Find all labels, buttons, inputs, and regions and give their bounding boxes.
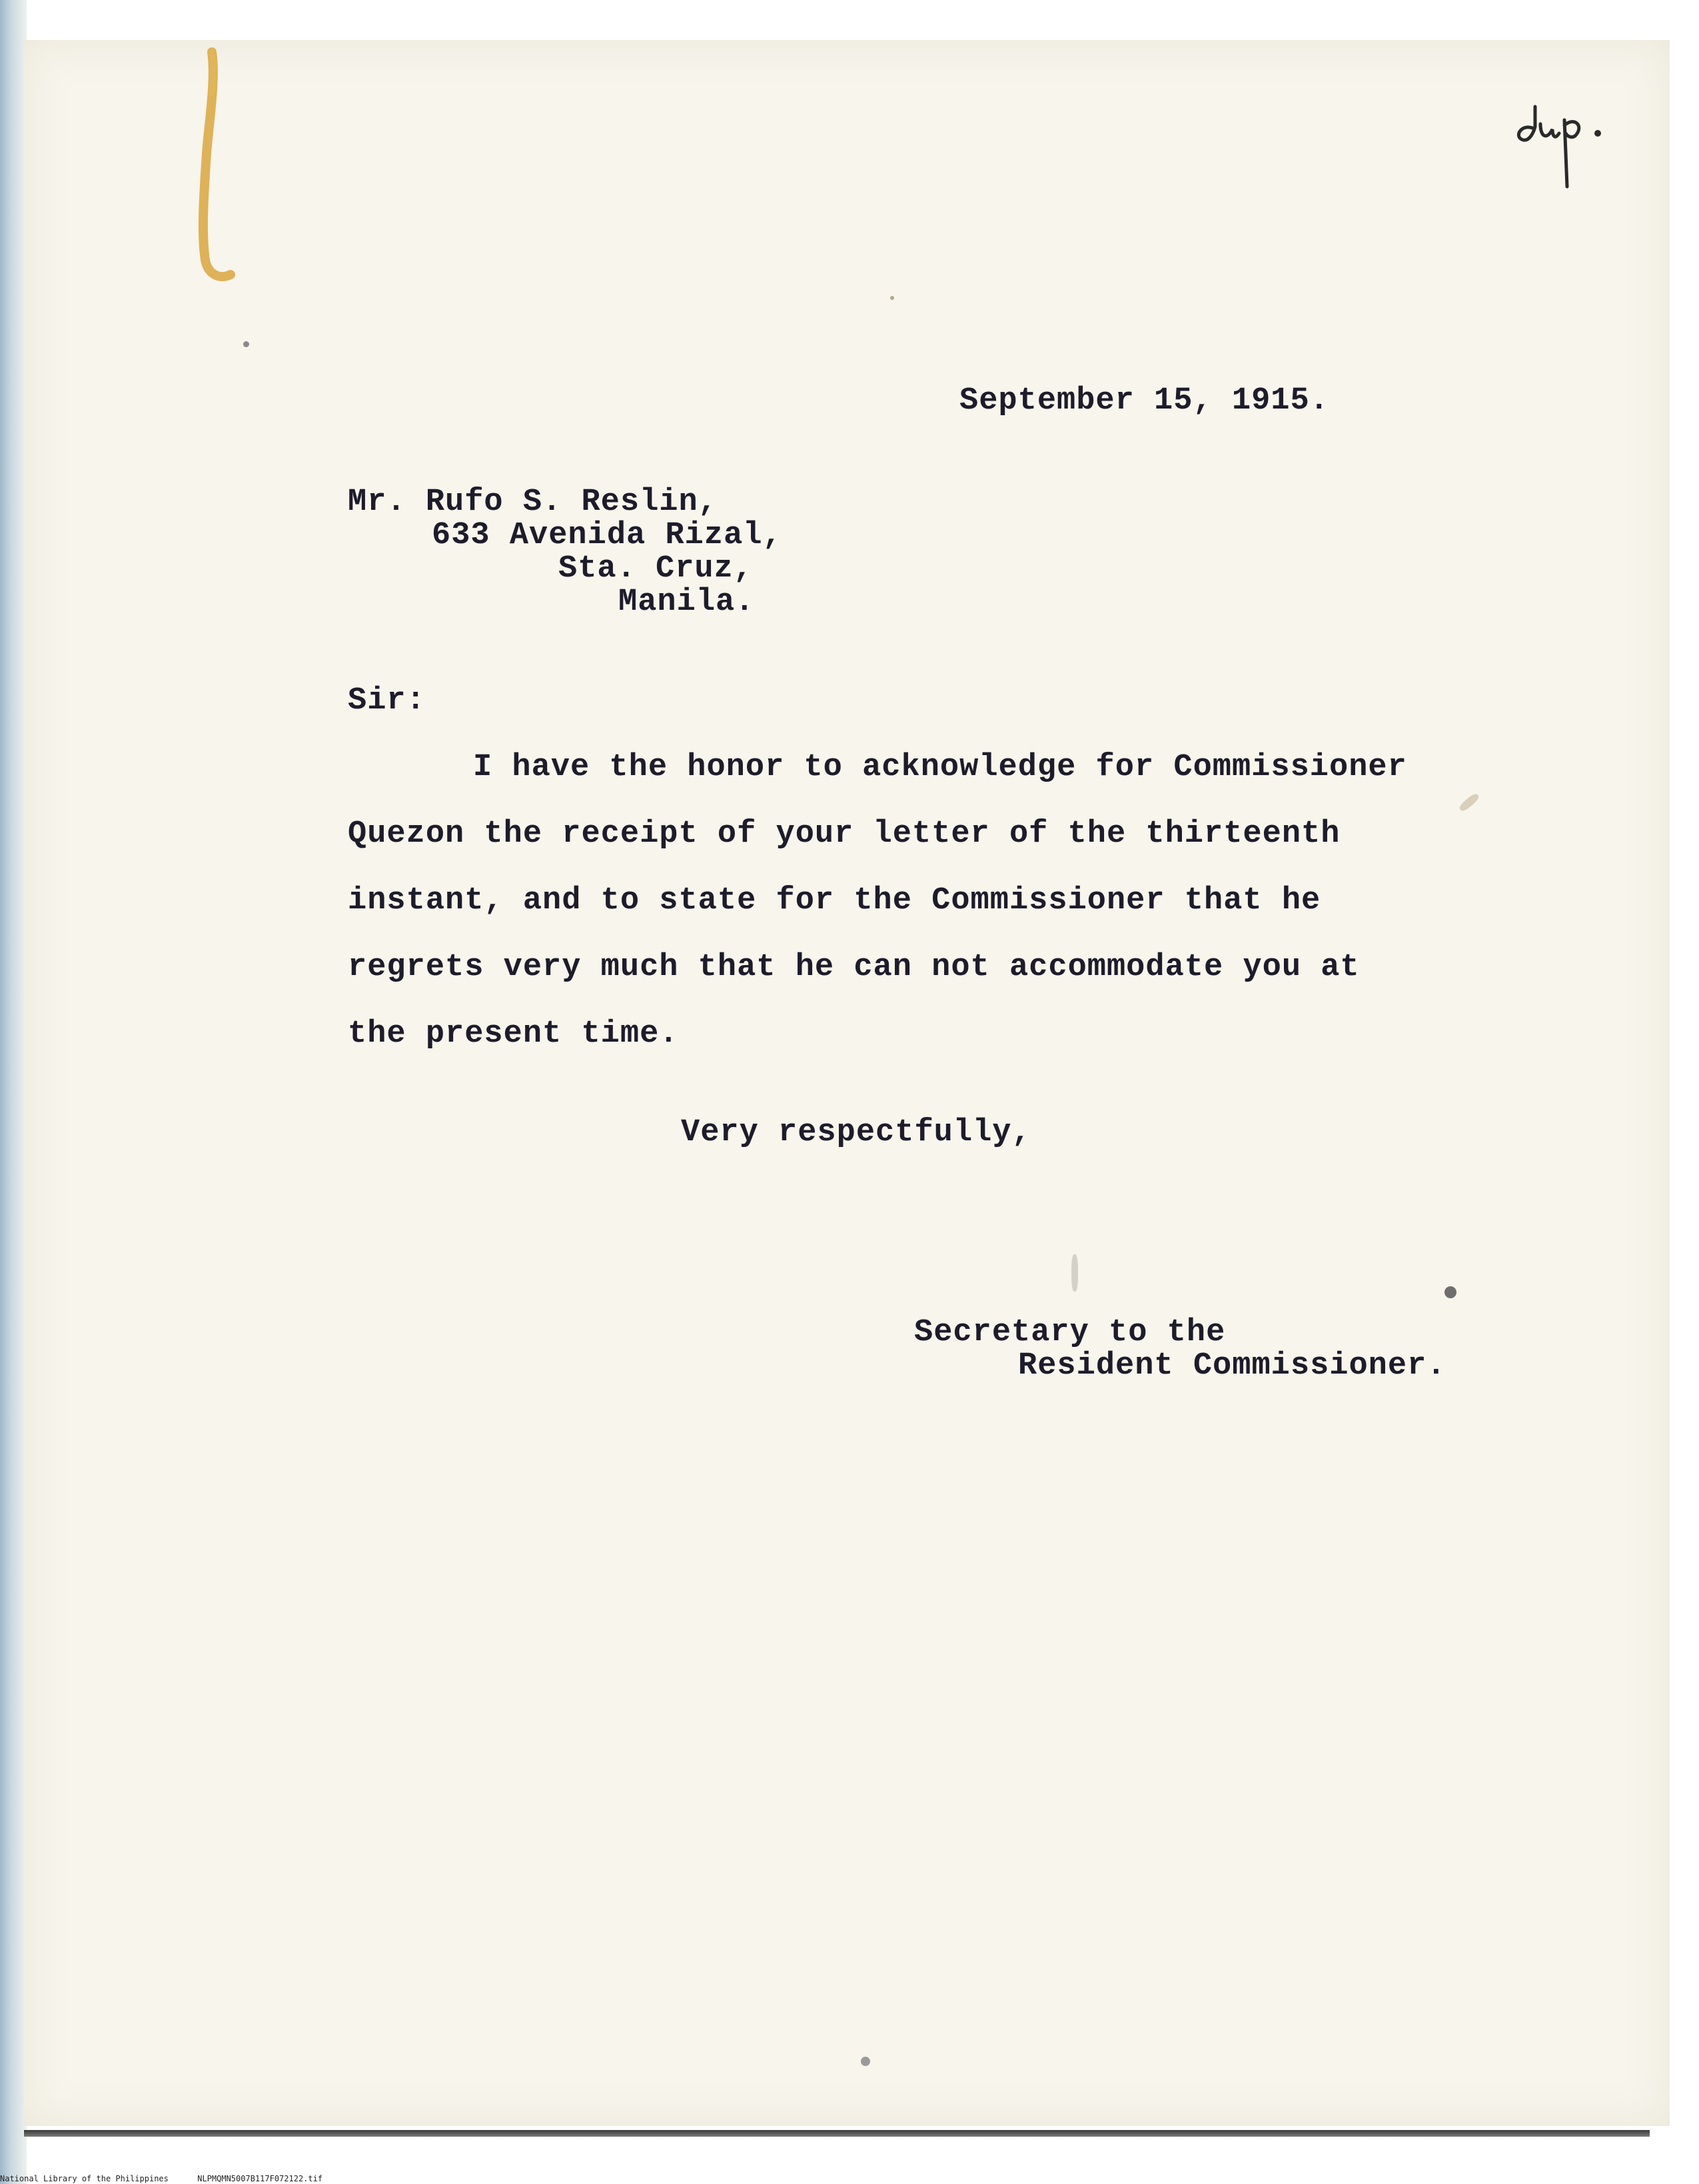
paper-speck	[1444, 1286, 1456, 1298]
recipient-district: Sta. Cruz,	[558, 551, 754, 586]
sheet-bottom-edge	[24, 2130, 1650, 2137]
recipient-city: Manila.	[618, 584, 755, 620]
letter-sheet	[24, 40, 1670, 2126]
scan-footer	[0, 2174, 1699, 2184]
paper-speck	[243, 341, 249, 347]
crayon-mark	[173, 40, 253, 293]
paper-speck	[1071, 1254, 1078, 1292]
recipient-name: Mr. Rufo S. Reslin,	[348, 485, 718, 520]
signature-title-line-2: Resident Commissioner.	[1018, 1348, 1446, 1384]
letter-date: September 15, 1915.	[959, 383, 1329, 419]
body-line: I have the honor to acknowledge for Commissioner	[473, 750, 1407, 785]
scanner-edge	[0, 0, 27, 2184]
recipient-street: 633 Avenida Rizal,	[432, 518, 782, 553]
footer-file-id: NLPMQMN5007B117F072122.tif	[197, 2174, 323, 2183]
closing: Very respectfully,	[681, 1115, 1031, 1150]
paper-speck	[861, 2057, 870, 2066]
footer-library: National Library of the Philippines	[0, 2174, 169, 2183]
body-line: Quezon the receipt of your letter of the thirteenth	[348, 816, 1341, 852]
handwritten-dup-note	[1506, 100, 1626, 200]
salutation: Sir:	[348, 683, 426, 718]
body-line: regrets very much that he can not accommodate you at	[348, 950, 1360, 985]
body-line: the present time.	[348, 1016, 679, 1052]
signature-title-line-1: Secretary to the	[914, 1315, 1226, 1350]
paper-speck	[890, 296, 894, 300]
body-line: instant, and to state for the Commissioner that he	[348, 883, 1321, 918]
